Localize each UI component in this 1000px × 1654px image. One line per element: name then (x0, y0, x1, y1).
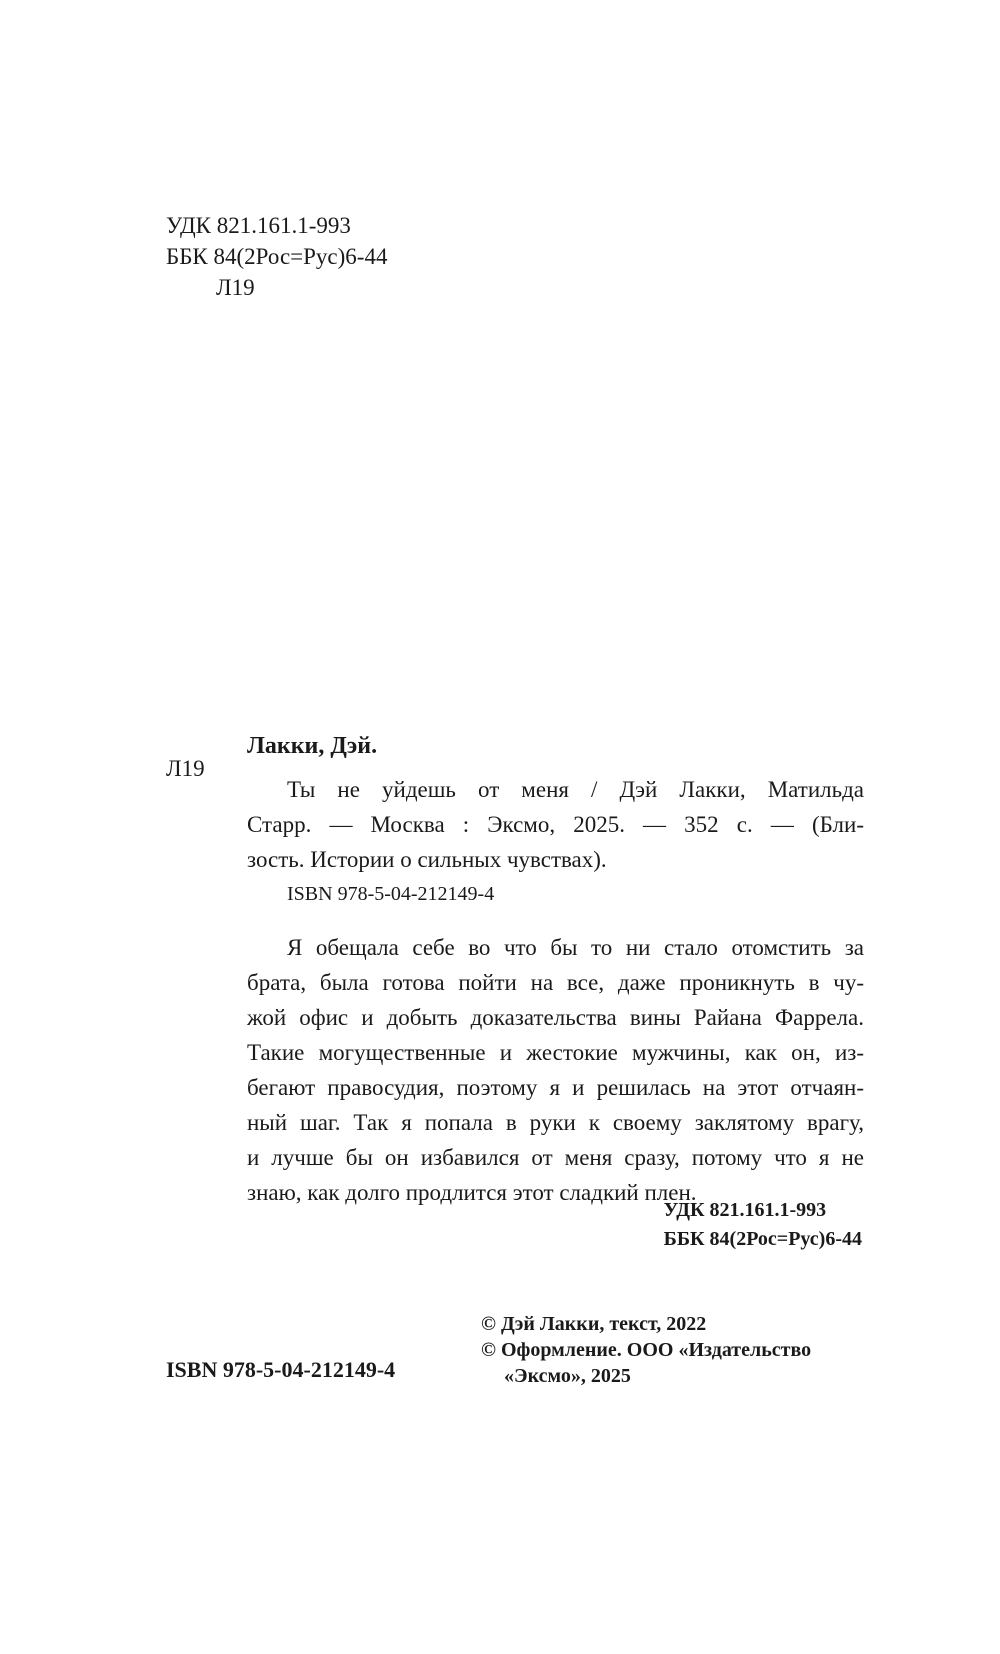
udk-code: УДК 821.161.1-993 (166, 213, 351, 238)
biblio-line: зость. Истории о сильных чувствах). (247, 847, 607, 872)
bbk-code: ББК 84(2Рос=Рус)6-44 (166, 244, 388, 269)
annotation-line: брата, была готова пойти на все, даже проникнуть в чу- (247, 970, 864, 995)
annotation-paragraph (247, 930, 864, 1210)
biblio-line: Старр. — Москва : Эксмо, 2025. — 352 с. — (Бли- (247, 812, 864, 837)
annotation-line: и лучше бы он избавился от меня сразу, потому что я не (247, 1145, 864, 1170)
copyright-line: «Эксмо», 2025 (504, 1365, 631, 1387)
annotation-line: Я обещала себе во что бы то ни стало отомстить за (287, 935, 864, 960)
author-sign-code: Л19 (216, 275, 255, 300)
top-classification-codes (166, 210, 387, 303)
annotation-line: знаю, как долго продлится этот сладкий плен. (247, 1180, 697, 1205)
catalog-udk-code: УДК 821.161.1-993 (663, 1199, 827, 1221)
annotation-line: ный шаг. Так я попала в руки к своему заклятому врагу, (247, 1110, 864, 1135)
copyright-notice (481, 1311, 811, 1389)
catalog-classification-codes (664, 1196, 862, 1254)
annotation-line: бегают правосудия, поэтому я и решилась на этот отчаян- (247, 1075, 864, 1100)
annotation-line: Такие могущественные и жестокие мужчины, как он, из- (247, 1040, 864, 1065)
catalog-bbk-code: ББК 84(2Рос=Рус)6-44 (663, 1228, 862, 1250)
footer-isbn: ISBN 978-5-04-212149-4 (166, 1357, 396, 1382)
copyright-line: © Дэй Лакки, текст, 2022 (481, 1313, 707, 1335)
catalog-author-sign: Л19 (166, 756, 205, 781)
biblio-line: Ты не уйдешь от меня / Дэй Лакки, Матильда (287, 777, 864, 802)
catalog-author-heading: Лакки, Дэй. (247, 733, 378, 759)
bibliographic-description (247, 772, 864, 877)
catalog-isbn: ISBN 978-5-04-212149-4 (287, 883, 495, 905)
annotation-line: жой офис и добыть доказательства вины Райана Фаррела. (247, 1005, 864, 1030)
copyright-line: © Оформление. ООО «Издательство (481, 1339, 812, 1361)
